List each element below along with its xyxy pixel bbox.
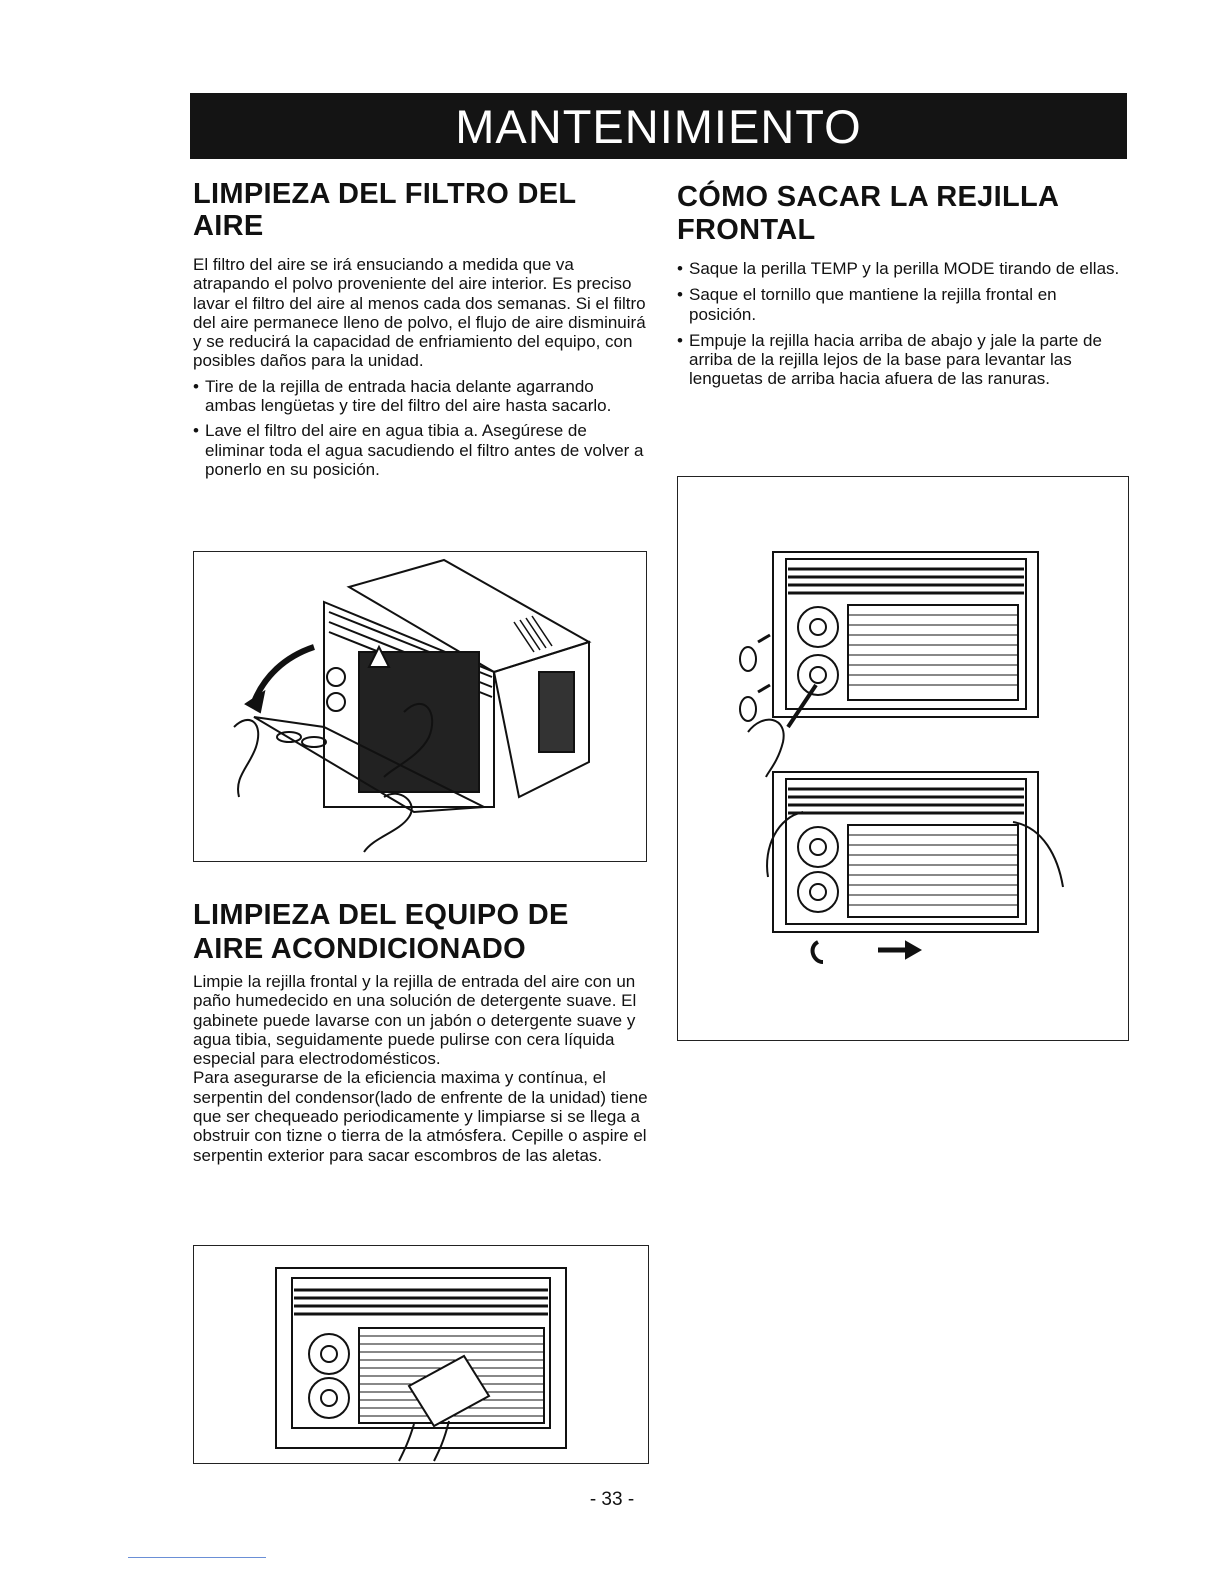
grille-section-title [677, 181, 1127, 247]
page-number: - 33 - [589, 1489, 635, 1510]
cleaning-section-title [193, 898, 648, 966]
grille-bullet: • Saque el tornillo que mantiene la rejilla frontal en posición. [677, 285, 1127, 324]
cleaning-paragraph-1: Limpie la rejilla frontal y la rejilla de entrada del aire con un paño humedecido en una solución de detergente suave. El gabinete puede lavarse con un jabón o detergente suave y agua tibia, seguidamente puede pulirse con cera líquida especial para electrodomésticos. [193, 972, 637, 1069]
grille-removal-illustration [677, 476, 1129, 1041]
filter-removal-drawing [194, 552, 646, 861]
grille-bullet-list [677, 259, 1127, 389]
cleaning-section [193, 898, 648, 1165]
grille-bullet: • Empuje la rejilla hacia arriba de abajo y jale la parte de arriba de la rejilla lejos de la base para levantar las lenguetas de arriba hacia afuera de las ranuras. [677, 331, 1127, 389]
grille-section [677, 181, 1127, 389]
unit-cleaning-drawing [194, 1246, 648, 1463]
grille-title-line2: FRONTAL [677, 214, 816, 246]
filter-bullet-list [193, 377, 648, 479]
filter-removal-illustration [193, 551, 647, 862]
filter-paragraph: El filtro del aire se irá ensuciando a medida que va atrapando el polvo proveniente del aire interior. Es preciso lavar el filtro del aire al menos cada dos semanas. Si el filtro del aire permanece lleno de polvo, el flujo de aire disminuirá y se reducirá la capacidad de enfriamiento del equipo, con posibles daños para la unidad. [193, 255, 646, 371]
grille-bullet: • Saque la perilla TEMP y la perilla MODE tirando de ellas. [677, 259, 1127, 278]
page-title-banner: MANTENIMIENTO [190, 93, 1127, 159]
filter-bullet: • Lave el filtro del aire en agua tibia a. Asegúrese de eliminar toda el agua sacudiendo el filtro antes de volver a ponerlo en su posición. [193, 421, 648, 479]
footer-rule [128, 1557, 266, 1558]
grille-removal-drawing [678, 477, 1128, 1040]
filter-section-title [193, 178, 648, 242]
filter-bullet: • Tire de la rejilla de entrada hacia delante agarrando ambas lengüetas y tire del filtro del aire hasta sacarlo. [193, 377, 648, 416]
cleaning-paragraph-2: Para asegurarse de la eficiencia maxima y contínua, el serpentin del condensor(lado de enfrente de la unidad) tiene que ser chequeado periodicamente y limpiarse si se llega a obstruir con tizne o tierra de la atmósfera. Cepille o aspire el serpentin exterior para sacar escombros de las aletas. [193, 1068, 648, 1165]
filter-title-line2: AIRE [193, 210, 264, 242]
cleaning-title-line2: AIRE ACONDICIONADO [193, 933, 526, 965]
filter-section [193, 178, 648, 479]
filter-title-line1: LIMPIEZA DEL FILTRO DEL [193, 178, 577, 210]
unit-cleaning-illustration [193, 1245, 649, 1464]
cleaning-title-line1: LIMPIEZA DEL EQUIPO DE [193, 899, 569, 931]
grille-title-line1: CÓMO SACAR LA REJILLA [677, 181, 1060, 213]
